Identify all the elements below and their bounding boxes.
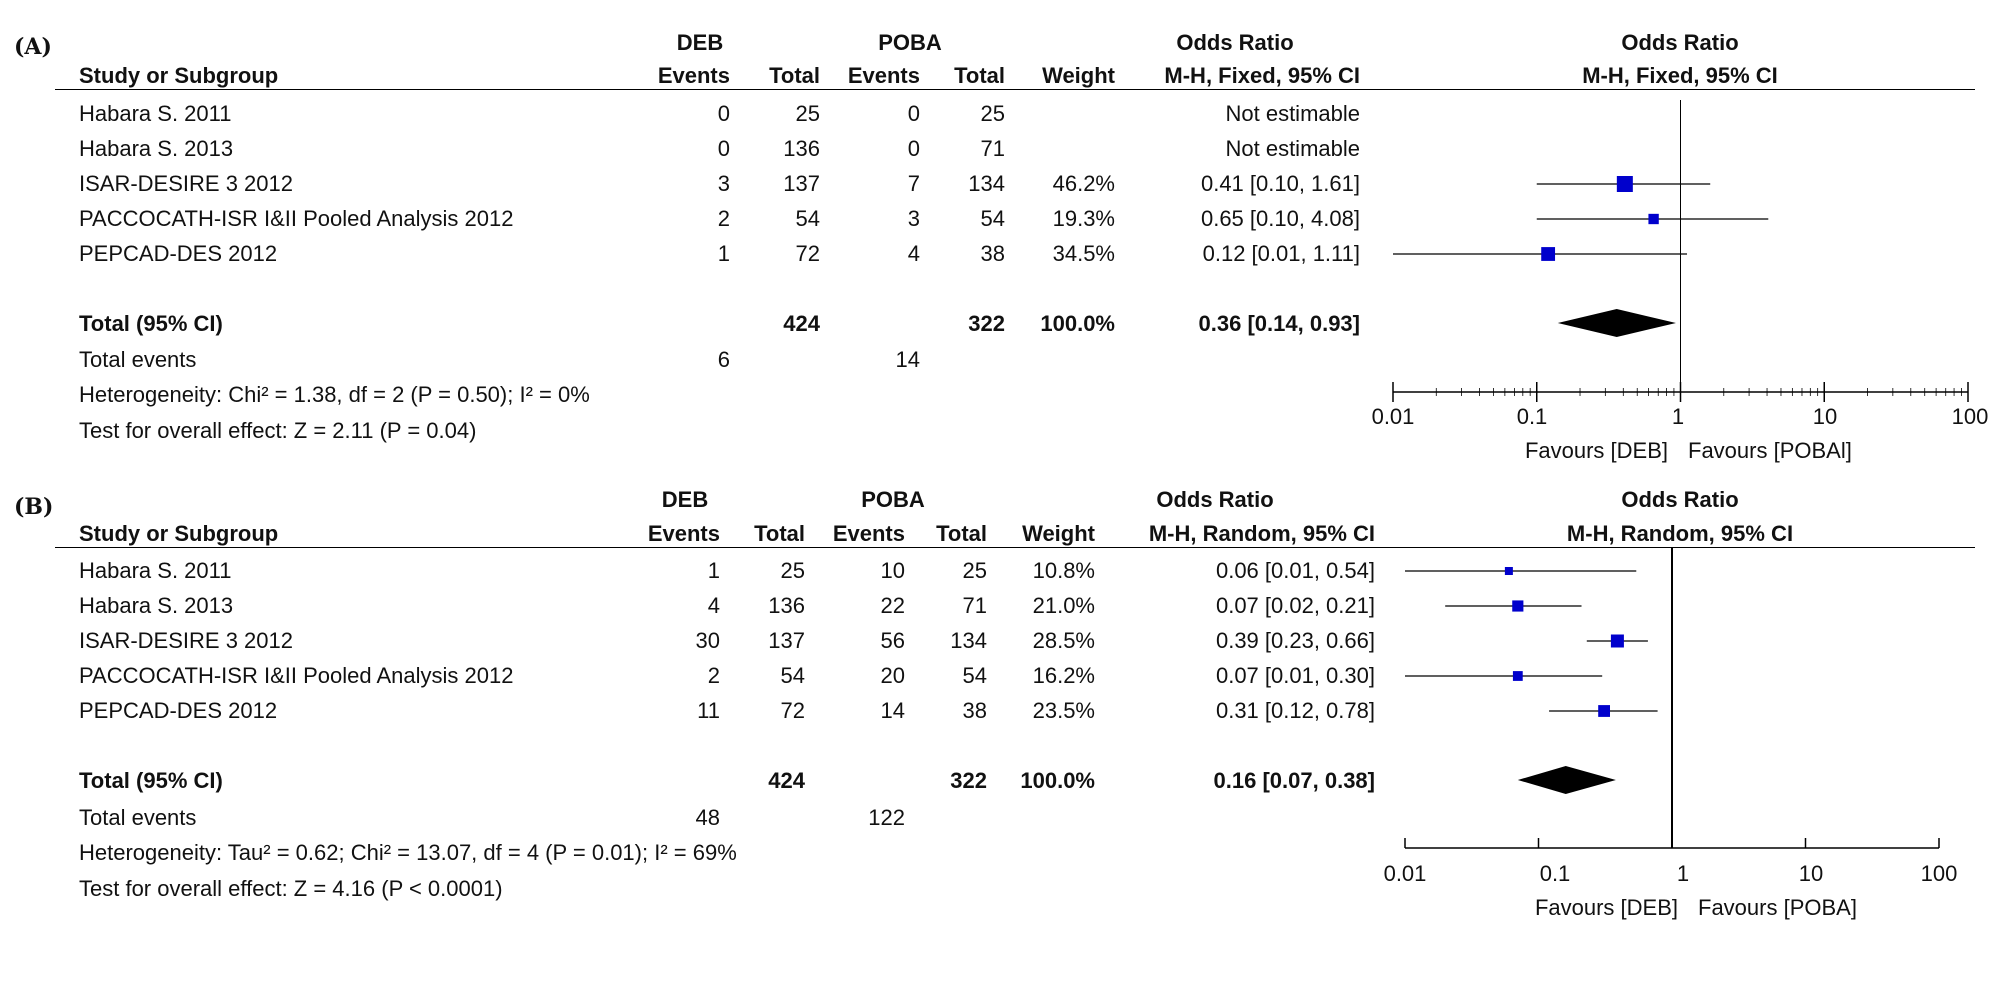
b-row-weight: 16.2% — [1032, 663, 1095, 688]
b-tick-label-1: 1 — [1676, 861, 1690, 886]
b-header-weight: Weight — [1022, 521, 1095, 546]
b-header-events2: Events — [832, 521, 905, 546]
panel-b-label: (B) — [14, 494, 54, 520]
b-tick-label-100: 100 — [1920, 861, 1958, 886]
b-total-n2: 322 — [950, 768, 987, 793]
a-row-e2: 4 — [907, 241, 920, 266]
a-row-e1: 3 — [717, 171, 730, 196]
a-total-n1: 424 — [783, 311, 820, 336]
a-favours-right: Favours [POBAl] — [1688, 438, 1852, 463]
a-row-study: Habara S. 2011 — [79, 101, 232, 126]
b-row-e1: 2 — [707, 663, 720, 688]
b-row-study: Habara S. 2011 — [79, 558, 232, 583]
a-row-ci: Not estimable — [1225, 136, 1360, 161]
b-row-e2: 14 — [880, 698, 905, 723]
b-row-n1: 54 — [780, 663, 805, 688]
a-overall-test: Test for overall effect: Z = 2.11 (P = 0.04) — [79, 418, 477, 443]
a-row-study: ISAR-DESIRE 3 2012 — [79, 171, 293, 196]
b-total-events-e2: 122 — [868, 805, 905, 830]
a-tick-label-0.1: 0.1 — [1516, 404, 1548, 429]
a-row-study: PEPCAD-DES 2012 — [79, 241, 278, 266]
a-header-study: Study or Subgroup — [79, 63, 279, 88]
a-row-n1: 72 — [795, 241, 820, 266]
b-overall-test: Test for overall effect: Z = 4.16 (P < 0.0001) — [79, 876, 503, 901]
b-row-weight: 23.5% — [1032, 698, 1095, 723]
a-row-e1: 0 — [717, 101, 730, 126]
b-header-events1: Events — [647, 521, 720, 546]
panel-a-label: (A) — [14, 34, 52, 60]
b-row-n1: 25 — [780, 558, 805, 583]
a-row-study: PACCOCATH-ISR I&II Pooled Analysis 2012 — [79, 206, 514, 231]
b-header-study: Study or Subgroup — [79, 521, 279, 546]
a-total-events-e2: 14 — [895, 347, 920, 372]
a-study-marker — [1648, 214, 1658, 224]
b-row-study: ISAR-DESIRE 3 2012 — [79, 628, 293, 653]
b-study-marker — [1513, 671, 1523, 681]
b-row-e2: 20 — [880, 663, 905, 688]
b-row-study: PACCOCATH-ISR I&II Pooled Analysis 2012 — [79, 663, 514, 688]
b-row-study: PEPCAD-DES 2012 — [79, 698, 278, 723]
b-row-study: Habara S. 2013 — [79, 593, 234, 618]
a-tick-label-100: 100 — [1951, 404, 1989, 429]
a-total-n2: 322 — [968, 311, 1005, 336]
a-header-poba: POBA — [878, 30, 942, 55]
a-row-e1: 0 — [717, 136, 730, 161]
b-row-ci: 0.31 [0.12, 0.78] — [1215, 698, 1375, 723]
a-row-weight: 34.5% — [1052, 241, 1115, 266]
b-row-e2: 56 — [880, 628, 905, 653]
a-row-n1: 54 — [795, 206, 820, 231]
b-row-weight: 10.8% — [1032, 558, 1095, 583]
b-row-n2: 38 — [962, 698, 987, 723]
a-row-n1: 137 — [783, 171, 820, 196]
a-plot-method: M-H, Fixed, 95% CI — [1582, 63, 1778, 88]
a-row-ci: 0.41 [0.10, 1.61] — [1200, 171, 1360, 196]
a-row-e1: 1 — [717, 241, 730, 266]
b-row-e1: 11 — [697, 698, 720, 723]
a-row-e1: 2 — [717, 206, 730, 231]
b-header-or-method: M-H, Random, 95% CI — [1148, 521, 1375, 546]
b-row-ci: 0.07 [0.01, 0.30] — [1215, 663, 1375, 688]
a-header-weight: Weight — [1042, 63, 1115, 88]
a-header-or-method: M-H, Fixed, 95% CI — [1164, 63, 1360, 88]
a-header-deb: DEB — [676, 30, 724, 55]
a-row-weight: 46.2% — [1052, 171, 1115, 196]
a-tick-label-0.01: 0.01 — [1371, 404, 1415, 429]
b-heterogeneity: Heterogeneity: Tau² = 0.62; Chi² = 13.07, df = 4 (P = 0.01); I² = 69% — [79, 840, 737, 865]
b-row-weight: 21.0% — [1032, 593, 1095, 618]
a-row-e2: 0 — [907, 136, 920, 161]
b-study-marker — [1598, 705, 1610, 717]
b-header-deb: DEB — [661, 487, 709, 512]
a-total-ci: 0.36 [0.14, 0.93] — [1198, 311, 1360, 336]
b-row-n2: 25 — [962, 558, 987, 583]
a-row-ci: Not estimable — [1225, 101, 1360, 126]
b-row-e2: 10 — [880, 558, 905, 583]
b-row-n2: 134 — [950, 628, 987, 653]
a-tick-label-1: 1 — [1671, 404, 1685, 429]
a-row-e2: 3 — [907, 206, 920, 231]
a-row-n2: 134 — [968, 171, 1005, 196]
b-favours-right: Favours [POBA] — [1698, 895, 1857, 920]
a-header-total2: Total — [954, 63, 1005, 88]
a-study-marker — [1617, 176, 1633, 192]
b-favours-left: Favours [DEB] — [1534, 895, 1678, 920]
a-header-events2: Events — [847, 63, 920, 88]
b-total-label: Total (95% CI) — [79, 768, 223, 793]
b-row-ci: 0.07 [0.02, 0.21] — [1215, 593, 1375, 618]
b-pooled-diamond — [1518, 766, 1616, 794]
b-header-or-title: Odds Ratio — [1156, 487, 1274, 512]
b-tick-label-0.1: 0.1 — [1539, 861, 1571, 886]
a-header-total1: Total — [769, 63, 820, 88]
b-row-n1: 72 — [780, 698, 805, 723]
a-header-events1: Events — [657, 63, 730, 88]
b-row-n1: 137 — [768, 628, 805, 653]
a-row-study: Habara S. 2013 — [79, 136, 234, 161]
a-pooled-diamond — [1558, 309, 1676, 337]
a-row-n1: 136 — [783, 136, 820, 161]
b-row-e1: 4 — [707, 593, 720, 618]
b-total-n1: 424 — [768, 768, 805, 793]
b-row-e1: 1 — [707, 558, 720, 583]
a-row-n1: 25 — [795, 101, 820, 126]
a-study-marker — [1541, 247, 1555, 261]
a-tick-label-10: 10 — [1812, 404, 1838, 429]
a-total-events-label: Total events — [79, 347, 197, 372]
a-row-ci: 0.12 [0.01, 1.11] — [1202, 241, 1360, 266]
a-row-e2: 0 — [907, 101, 920, 126]
a-row-e2: 7 — [907, 171, 920, 196]
b-total-ci: 0.16 [0.07, 0.38] — [1213, 768, 1375, 793]
b-tick-label-10: 10 — [1798, 861, 1824, 886]
b-study-marker — [1505, 567, 1513, 575]
b-total-events-label: Total events — [79, 805, 197, 830]
a-favours-left: Favours [DEB] — [1524, 438, 1668, 463]
b-row-n2: 71 — [962, 593, 987, 618]
a-header-or-title: Odds Ratio — [1176, 30, 1294, 55]
b-header-total2: Total — [936, 521, 987, 546]
b-row-n1: 136 — [768, 593, 805, 618]
b-plot-title: Odds Ratio — [1621, 487, 1739, 512]
a-heterogeneity: Heterogeneity: Chi² = 1.38, df = 2 (P = 0.50); I² = 0% — [79, 382, 590, 407]
a-row-n2: 38 — [980, 241, 1005, 266]
a-row-weight: 19.3% — [1052, 206, 1115, 231]
b-total-events-e1: 48 — [695, 805, 720, 830]
b-row-weight: 28.5% — [1032, 628, 1095, 653]
b-row-ci: 0.39 [0.23, 0.66] — [1215, 628, 1375, 653]
a-total-label: Total (95% CI) — [79, 311, 223, 336]
b-plot-method: M-H, Random, 95% CI — [1566, 521, 1794, 546]
b-tick-label-0.01: 0.01 — [1383, 861, 1427, 886]
a-row-ci: 0.65 [0.10, 4.08] — [1200, 206, 1360, 231]
a-total-events-e1: 6 — [717, 347, 730, 372]
b-header-poba: POBA — [861, 487, 925, 512]
a-row-n2: 71 — [980, 136, 1005, 161]
b-study-marker — [1512, 600, 1523, 611]
b-study-marker — [1611, 635, 1624, 648]
a-row-n2: 25 — [980, 101, 1005, 126]
b-row-n2: 54 — [962, 663, 987, 688]
b-header-total1: Total — [754, 521, 805, 546]
b-row-e2: 22 — [880, 593, 905, 618]
b-total-weight: 100.0% — [1020, 768, 1095, 793]
a-row-n2: 54 — [980, 206, 1005, 231]
b-row-e1: 30 — [695, 628, 720, 653]
a-total-weight: 100.0% — [1040, 311, 1115, 336]
a-plot-title: Odds Ratio — [1621, 30, 1739, 55]
b-row-ci: 0.06 [0.01, 0.54] — [1215, 558, 1375, 583]
